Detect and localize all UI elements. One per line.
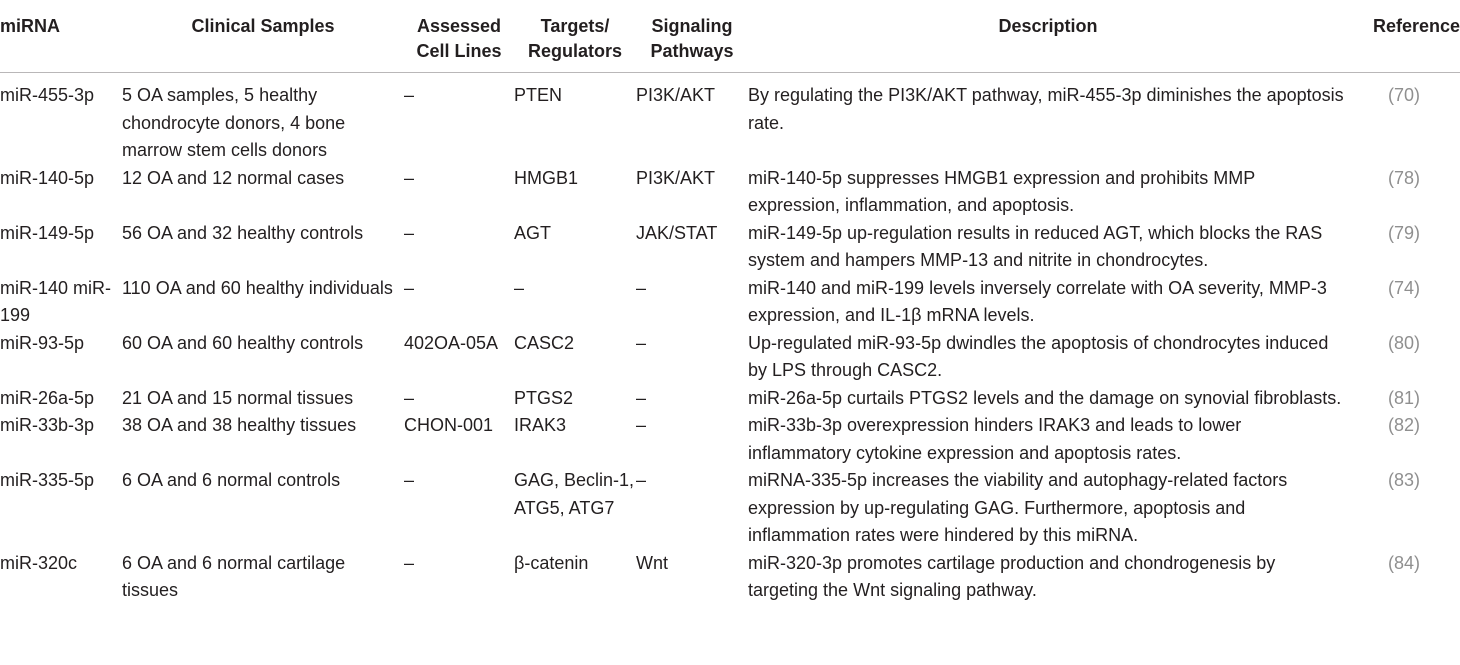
header-assessed-cell-lines: Assessed Cell Lines [416,16,502,61]
cell-clinical-samples: 21 OA and 15 normal tissues [122,387,354,408]
cell-cell-lines: 402OA-05A [404,332,499,353]
cell-targets: – [514,277,525,298]
cell-pathways: – [636,387,647,408]
reference-link[interactable]: (80) [1387,332,1420,353]
reference-link[interactable]: (74) [1387,277,1420,298]
cell-description: miR-33b-3p overexpression hinders IRAK3 and leads to lower inflammatory cytokine expression and apoptosis rates. [748,415,1242,463]
cell-clinical-samples: 110 OA and 60 healthy individuals [122,277,393,298]
header-row [0,0,1460,73]
cell-mirna: miR-140 miR-199 [0,277,112,325]
cell-description: miR-26a-5p curtails PTGS2 levels and the damage on synovial fibroblasts. [748,387,1342,408]
cell-pathways: – [636,277,647,298]
table-row [0,165,1460,220]
cell-description: miRNA-335-5p increases the viability and autophagy-related factors expression by up-regulating GAG. Furthermore, apoptosis and inflammation rates were hindered by this miRNA. [748,470,1288,545]
cell-targets: PTGS2 [514,387,574,408]
cell-pathways: Wnt [636,552,669,573]
table-row [0,385,1460,413]
cell-cell-lines: – [404,470,415,490]
header-targets-regulators: Targets/ Regulators [527,16,623,61]
cell-pathways: PI3K/AKT [636,85,716,105]
table-row [0,275,1460,330]
cell-targets: IRAK3 [514,415,567,435]
table-row [0,330,1460,385]
cell-clinical-samples: 38 OA and 38 healthy tissues [122,415,357,435]
cell-mirna: miR-26a-5p [0,387,95,408]
cell-mirna: miR-140-5p [0,167,95,188]
cell-mirna: miR-455-3p [0,85,95,105]
header-clinical-samples: Clinical Samples [191,16,335,36]
table-row [0,550,1460,605]
reference-link[interactable]: (81) [1387,387,1420,408]
cell-cell-lines: – [404,552,415,573]
cell-clinical-samples: 60 OA and 60 healthy controls [122,332,364,353]
cell-pathways: – [636,415,647,435]
cell-targets: AGT [514,222,552,243]
cell-cell-lines: – [404,387,415,408]
table-row [0,220,1460,275]
cell-clinical-samples: 12 OA and 12 normal cases [122,167,345,188]
cell-description: miR-320-3p promotes cartilage production and chondrogenesis by targeting the Wnt signaling pathway. [748,552,1276,600]
reference-link[interactable]: (70) [1387,85,1420,105]
cell-mirna: miR-335-5p [0,470,95,490]
cell-clinical-samples: 6 OA and 6 normal cartilage tissues [122,552,346,600]
cell-description: miR-149-5p up-regulation results in reduced AGT, which blocks the RAS system and hampers MMP-13 and nitrite in chondrocytes. [748,222,1323,270]
cell-targets: HMGB1 [514,167,579,188]
cell-targets: PTEN [514,85,563,105]
table-row [0,467,1460,550]
cell-cell-lines: – [404,167,415,188]
cell-cell-lines: CHON-001 [404,415,494,435]
cell-targets: CASC2 [514,332,575,353]
cell-targets: GAG, Beclin-1, ATG5, ATG7 [514,470,635,518]
cell-cell-lines: – [404,277,415,298]
cell-clinical-samples: 6 OA and 6 normal controls [122,470,341,490]
header-mirna: miRNA [0,16,61,36]
reference-link[interactable]: (84) [1387,552,1420,573]
cell-pathways: – [636,470,647,490]
table-row [0,412,1460,467]
cell-cell-lines: – [404,85,415,105]
cell-mirna: miR-93-5p [0,332,85,353]
reference-link[interactable]: (79) [1387,222,1420,243]
cell-pathways: – [636,332,647,353]
cell-clinical-samples: 5 OA samples, 5 healthy chondrocyte donors, 4 bone marrow stem cells donors [122,85,346,160]
cell-pathways: JAK/STAT [636,222,718,243]
cell-description: By regulating the PI3K/AKT pathway, miR-455-3p diminishes the apoptosis rate. [748,85,1344,133]
cell-description: Up-regulated miR-93-5p dwindles the apoptosis of chondrocytes induced by LPS through CASC2. [748,332,1329,380]
cell-mirna: miR-320c [0,552,78,573]
header-description: Description [998,16,1098,36]
cell-description: miR-140-5p suppresses HMGB1 expression and prohibits MMP expression, inflammation, and apoptosis. [748,167,1255,215]
header-reference: Reference [1372,16,1460,36]
cell-cell-lines: – [404,222,415,243]
cell-description: miR-140 and miR-199 levels inversely correlate with OA severity, MMP-3 expression, and IL-1β mRNA levels. [748,277,1327,325]
cell-targets: β-catenin [514,552,589,573]
reference-link[interactable]: (82) [1387,415,1420,435]
cell-clinical-samples: 56 OA and 32 healthy controls [122,222,364,243]
header-signaling-pathways: Signaling Pathways [650,16,734,61]
cell-mirna: miR-33b-3p [0,415,95,435]
reference-link[interactable]: (78) [1387,167,1420,188]
cell-mirna: miR-149-5p [0,222,95,243]
reference-link[interactable]: (83) [1387,470,1420,490]
cell-pathways: PI3K/AKT [636,167,716,188]
table-row [0,73,1460,165]
